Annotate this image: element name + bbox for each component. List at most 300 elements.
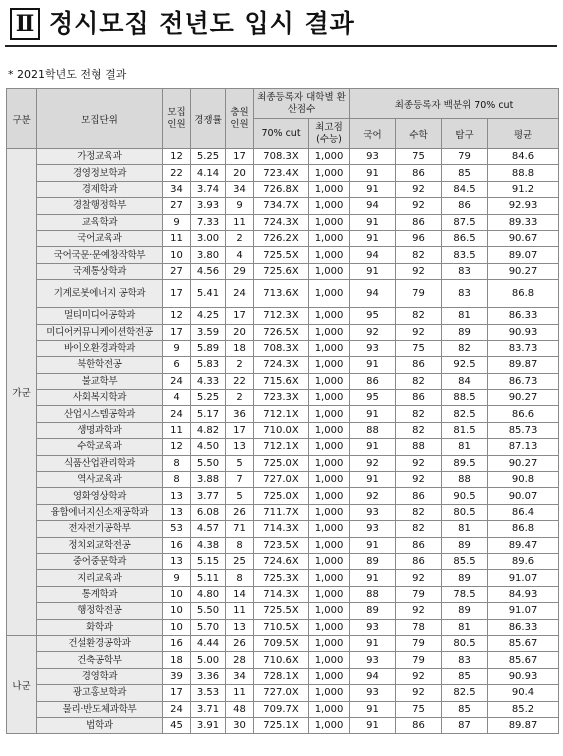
additional-admits-cell: 25 bbox=[226, 553, 254, 569]
table-row bbox=[7, 373, 559, 389]
score-70-cut-cell: 725.5X bbox=[254, 247, 309, 263]
quota-cell: 39 bbox=[163, 668, 191, 684]
competition-rate-cell: 5.50 bbox=[191, 455, 226, 471]
average-cell: 90.4 bbox=[488, 685, 559, 701]
header-math: 수학 bbox=[396, 119, 442, 149]
score-70-cut-cell: 723.5X bbox=[254, 537, 309, 553]
competition-rate-cell: 7.33 bbox=[191, 214, 226, 230]
average-cell: 89.07 bbox=[488, 247, 559, 263]
additional-admits-cell: 11 bbox=[226, 603, 254, 619]
inquiry-cell: 85 bbox=[442, 701, 488, 717]
math-cell: 86 bbox=[396, 165, 442, 181]
math-cell: 92 bbox=[396, 455, 442, 471]
score-70-cut-cell: 727.0X bbox=[254, 472, 309, 488]
quota-cell: 8 bbox=[163, 455, 191, 471]
math-cell: 86 bbox=[396, 357, 442, 373]
math-cell: 88 bbox=[396, 439, 442, 455]
competition-rate-cell: 4.50 bbox=[191, 439, 226, 455]
score-70-cut-cell: 714.3X bbox=[254, 521, 309, 537]
table-row bbox=[7, 165, 559, 181]
quota-cell: 4 bbox=[163, 390, 191, 406]
korean-cell: 93 bbox=[350, 619, 396, 635]
table-row bbox=[7, 668, 559, 684]
competition-rate-cell: 4.57 bbox=[191, 521, 226, 537]
max-score-cell: 1,000 bbox=[309, 263, 350, 279]
max-score-cell: 1,000 bbox=[309, 701, 350, 717]
korean-cell: 91 bbox=[350, 357, 396, 373]
competition-rate-cell: 4.14 bbox=[191, 165, 226, 181]
max-score-cell: 1,000 bbox=[309, 472, 350, 488]
table-row bbox=[7, 521, 559, 537]
average-cell: 87.13 bbox=[488, 439, 559, 455]
max-score-cell: 1,000 bbox=[309, 280, 350, 308]
score-70-cut-cell: 726.8X bbox=[254, 181, 309, 197]
math-cell: 92 bbox=[396, 198, 442, 214]
korean-cell: 91 bbox=[350, 701, 396, 717]
competition-rate-cell: 5.00 bbox=[191, 652, 226, 668]
inquiry-cell: 82.5 bbox=[442, 406, 488, 422]
major-cell: 광고홍보학과 bbox=[37, 685, 163, 701]
header-converted-score: 최종등록자 대학별 환산점수 bbox=[254, 89, 350, 119]
inquiry-cell: 89 bbox=[442, 537, 488, 553]
quota-cell: 12 bbox=[163, 308, 191, 324]
inquiry-cell: 83 bbox=[442, 263, 488, 279]
inquiry-cell: 89 bbox=[442, 324, 488, 340]
max-score-cell: 1,000 bbox=[309, 570, 350, 586]
header-percentile: 최종등록자 백분위 70% cut bbox=[350, 89, 559, 119]
max-score-cell: 1,000 bbox=[309, 553, 350, 569]
average-cell: 90.27 bbox=[488, 390, 559, 406]
major-cell: 중어중문학과 bbox=[37, 553, 163, 569]
additional-admits-cell: 26 bbox=[226, 504, 254, 520]
table-body bbox=[7, 149, 559, 734]
competition-rate-cell: 5.50 bbox=[191, 603, 226, 619]
table-row bbox=[7, 488, 559, 504]
inquiry-cell: 87 bbox=[442, 717, 488, 733]
quota-cell: 34 bbox=[163, 181, 191, 197]
major-cell: 지리교육과 bbox=[37, 570, 163, 586]
math-cell: 92 bbox=[396, 570, 442, 586]
quota-cell: 13 bbox=[163, 553, 191, 569]
quota-cell: 10 bbox=[163, 603, 191, 619]
table-caption: * 2021학년도 전형 결과 bbox=[8, 68, 127, 81]
major-cell: 멀티미디어공학과 bbox=[37, 308, 163, 324]
math-cell: 78 bbox=[396, 619, 442, 635]
math-cell: 92 bbox=[396, 324, 442, 340]
inquiry-cell: 80.5 bbox=[442, 504, 488, 520]
table-row bbox=[7, 717, 559, 733]
inquiry-cell: 87.5 bbox=[442, 214, 488, 230]
inquiry-cell: 89 bbox=[442, 603, 488, 619]
additional-admits-cell: 13 bbox=[226, 439, 254, 455]
quota-cell: 53 bbox=[163, 521, 191, 537]
korean-cell: 89 bbox=[350, 603, 396, 619]
korean-cell: 88 bbox=[350, 422, 396, 438]
korean-cell: 91 bbox=[350, 214, 396, 230]
math-cell: 86 bbox=[396, 390, 442, 406]
math-cell: 79 bbox=[396, 280, 442, 308]
math-cell: 82 bbox=[396, 373, 442, 389]
header-average: 평균 bbox=[488, 119, 559, 149]
major-cell: 경제학과 bbox=[37, 181, 163, 197]
competition-rate-cell: 4.56 bbox=[191, 263, 226, 279]
max-score-cell: 1,000 bbox=[309, 422, 350, 438]
average-cell: 90.8 bbox=[488, 472, 559, 488]
quota-cell: 16 bbox=[163, 537, 191, 553]
additional-admits-cell: 26 bbox=[226, 635, 254, 651]
group-label-cell: 나군 bbox=[7, 635, 37, 733]
competition-rate-cell: 5.15 bbox=[191, 553, 226, 569]
additional-admits-cell: 28 bbox=[226, 652, 254, 668]
max-score-cell: 1,000 bbox=[309, 308, 350, 324]
korean-cell: 91 bbox=[350, 230, 396, 246]
quota-cell: 12 bbox=[163, 149, 191, 165]
table-row bbox=[7, 422, 559, 438]
math-cell: 92 bbox=[396, 181, 442, 197]
quota-cell: 18 bbox=[163, 652, 191, 668]
score-70-cut-cell: 710.0X bbox=[254, 422, 309, 438]
competition-rate-cell: 3.71 bbox=[191, 701, 226, 717]
competition-rate-cell: 3.93 bbox=[191, 198, 226, 214]
max-score-cell: 1,000 bbox=[309, 390, 350, 406]
inquiry-cell: 80.5 bbox=[442, 635, 488, 651]
quota-cell: 16 bbox=[163, 635, 191, 651]
max-score-cell: 1,000 bbox=[309, 537, 350, 553]
max-score-cell: 1,000 bbox=[309, 685, 350, 701]
korean-cell: 91 bbox=[350, 263, 396, 279]
major-cell: 역사교육과 bbox=[37, 472, 163, 488]
major-cell: 국어국문·문예창작학부 bbox=[37, 247, 163, 263]
score-70-cut-cell: 726.5X bbox=[254, 324, 309, 340]
section-title-bar bbox=[5, 6, 557, 44]
score-70-cut-cell: 724.6X bbox=[254, 553, 309, 569]
score-70-cut-cell: 712.3X bbox=[254, 308, 309, 324]
competition-rate-cell: 4.25 bbox=[191, 308, 226, 324]
math-cell: 82 bbox=[396, 247, 442, 263]
max-score-cell: 1,000 bbox=[309, 652, 350, 668]
korean-cell: 91 bbox=[350, 717, 396, 733]
average-cell: 90.07 bbox=[488, 488, 559, 504]
competition-rate-cell: 3.88 bbox=[191, 472, 226, 488]
max-score-cell: 1,000 bbox=[309, 165, 350, 181]
math-cell: 92 bbox=[396, 668, 442, 684]
header-competition-rate: 경쟁률 bbox=[191, 89, 226, 149]
quota-cell: 45 bbox=[163, 717, 191, 733]
major-cell: 미디어커뮤니케이션학전공 bbox=[37, 324, 163, 340]
competition-rate-cell: 4.80 bbox=[191, 586, 226, 602]
math-cell: 92 bbox=[396, 263, 442, 279]
score-70-cut-cell: 726.2X bbox=[254, 230, 309, 246]
major-cell: 가정교육과 bbox=[37, 149, 163, 165]
score-70-cut-cell: 709.5X bbox=[254, 635, 309, 651]
major-cell: 식품산업관리학과 bbox=[37, 455, 163, 471]
quota-cell: 10 bbox=[163, 247, 191, 263]
additional-admits-cell: 20 bbox=[226, 165, 254, 181]
inquiry-cell: 84.5 bbox=[442, 181, 488, 197]
max-score-cell: 1,000 bbox=[309, 230, 350, 246]
score-70-cut-cell: 723.3X bbox=[254, 390, 309, 406]
inquiry-cell: 79 bbox=[442, 149, 488, 165]
major-cell: 수학교육과 bbox=[37, 439, 163, 455]
max-score-cell: 1,000 bbox=[309, 603, 350, 619]
header-additional-admits: 충원 인원 bbox=[226, 89, 254, 149]
major-cell: 융합에너지신소재공학과 bbox=[37, 504, 163, 520]
competition-rate-cell: 3.00 bbox=[191, 230, 226, 246]
competition-rate-cell: 5.25 bbox=[191, 149, 226, 165]
competition-rate-cell: 3.53 bbox=[191, 685, 226, 701]
major-cell: 국제통상학과 bbox=[37, 263, 163, 279]
average-cell: 86.8 bbox=[488, 521, 559, 537]
additional-admits-cell: 4 bbox=[226, 247, 254, 263]
table-row bbox=[7, 181, 559, 197]
korean-cell: 92 bbox=[350, 455, 396, 471]
inquiry-cell: 86 bbox=[442, 198, 488, 214]
header-group: 구분 bbox=[7, 89, 37, 149]
major-cell: 전자전기공학부 bbox=[37, 521, 163, 537]
additional-admits-cell: 24 bbox=[226, 280, 254, 308]
table-row bbox=[7, 635, 559, 651]
table-row bbox=[7, 340, 559, 356]
quota-cell: 9 bbox=[163, 340, 191, 356]
competition-rate-cell: 5.11 bbox=[191, 570, 226, 586]
inquiry-cell: 88.5 bbox=[442, 390, 488, 406]
score-70-cut-cell: 723.4X bbox=[254, 165, 309, 181]
quota-cell: 6 bbox=[163, 357, 191, 373]
quota-cell: 24 bbox=[163, 373, 191, 389]
competition-rate-cell: 5.25 bbox=[191, 390, 226, 406]
competition-rate-cell: 3.77 bbox=[191, 488, 226, 504]
inquiry-cell: 81 bbox=[442, 439, 488, 455]
score-70-cut-cell: 710.5X bbox=[254, 619, 309, 635]
header-70-cut: 70% cut bbox=[254, 119, 309, 149]
additional-admits-cell: 20 bbox=[226, 324, 254, 340]
average-cell: 92.93 bbox=[488, 198, 559, 214]
header-max-score: 최고점 (수능) bbox=[309, 119, 350, 149]
inquiry-cell: 85.5 bbox=[442, 553, 488, 569]
average-cell: 86.73 bbox=[488, 373, 559, 389]
korean-cell: 94 bbox=[350, 247, 396, 263]
score-70-cut-cell: 710.6X bbox=[254, 652, 309, 668]
inquiry-cell: 85 bbox=[442, 668, 488, 684]
competition-rate-cell: 3.91 bbox=[191, 717, 226, 733]
additional-admits-cell: 71 bbox=[226, 521, 254, 537]
section-number-box: Ⅱ bbox=[10, 8, 40, 40]
table-row bbox=[7, 280, 559, 308]
table-row bbox=[7, 406, 559, 422]
additional-admits-cell: 17 bbox=[226, 308, 254, 324]
additional-admits-cell: 5 bbox=[226, 488, 254, 504]
table-row bbox=[7, 570, 559, 586]
math-cell: 79 bbox=[396, 635, 442, 651]
korean-cell: 92 bbox=[350, 488, 396, 504]
competition-rate-cell: 5.70 bbox=[191, 619, 226, 635]
additional-admits-cell: 8 bbox=[226, 570, 254, 586]
table-row bbox=[7, 701, 559, 717]
max-score-cell: 1,000 bbox=[309, 406, 350, 422]
math-cell: 86 bbox=[396, 553, 442, 569]
competition-rate-cell: 5.83 bbox=[191, 357, 226, 373]
quota-cell: 11 bbox=[163, 230, 191, 246]
inquiry-cell: 85 bbox=[442, 165, 488, 181]
average-cell: 84.6 bbox=[488, 149, 559, 165]
korean-cell: 91 bbox=[350, 635, 396, 651]
korean-cell: 89 bbox=[350, 553, 396, 569]
max-score-cell: 1,000 bbox=[309, 488, 350, 504]
competition-rate-cell: 3.59 bbox=[191, 324, 226, 340]
inquiry-cell: 89 bbox=[442, 570, 488, 586]
korean-cell: 94 bbox=[350, 198, 396, 214]
table-row bbox=[7, 214, 559, 230]
quota-cell: 8 bbox=[163, 472, 191, 488]
math-cell: 75 bbox=[396, 701, 442, 717]
table-row bbox=[7, 439, 559, 455]
average-cell: 90.93 bbox=[488, 668, 559, 684]
max-score-cell: 1,000 bbox=[309, 455, 350, 471]
additional-admits-cell: 11 bbox=[226, 685, 254, 701]
additional-admits-cell: 36 bbox=[226, 406, 254, 422]
competition-rate-cell: 3.36 bbox=[191, 668, 226, 684]
major-cell: 행정학전공 bbox=[37, 603, 163, 619]
additional-admits-cell: 5 bbox=[226, 455, 254, 471]
major-cell: 교육학과 bbox=[37, 214, 163, 230]
average-cell: 89.87 bbox=[488, 717, 559, 733]
math-cell: 79 bbox=[396, 652, 442, 668]
score-70-cut-cell: 708.3X bbox=[254, 340, 309, 356]
table-header bbox=[7, 89, 559, 149]
quota-cell: 24 bbox=[163, 406, 191, 422]
math-cell: 79 bbox=[396, 586, 442, 602]
math-cell: 96 bbox=[396, 230, 442, 246]
table-row bbox=[7, 685, 559, 701]
competition-rate-cell: 4.44 bbox=[191, 635, 226, 651]
korean-cell: 88 bbox=[350, 586, 396, 602]
major-cell: 건설환경공학과 bbox=[37, 635, 163, 651]
score-70-cut-cell: 713.6X bbox=[254, 280, 309, 308]
max-score-cell: 1,000 bbox=[309, 635, 350, 651]
header-inquiry: 탐구 bbox=[442, 119, 488, 149]
quota-cell: 11 bbox=[163, 422, 191, 438]
inquiry-cell: 89.5 bbox=[442, 455, 488, 471]
additional-admits-cell: 14 bbox=[226, 586, 254, 602]
average-cell: 85.67 bbox=[488, 635, 559, 651]
competition-rate-cell: 4.82 bbox=[191, 422, 226, 438]
average-cell: 83.73 bbox=[488, 340, 559, 356]
additional-admits-cell: 13 bbox=[226, 619, 254, 635]
major-cell: 경영학과 bbox=[37, 668, 163, 684]
table-row bbox=[7, 472, 559, 488]
max-score-cell: 1,000 bbox=[309, 717, 350, 733]
math-cell: 86 bbox=[396, 214, 442, 230]
math-cell: 82 bbox=[396, 521, 442, 537]
korean-cell: 94 bbox=[350, 668, 396, 684]
score-70-cut-cell: 724.3X bbox=[254, 357, 309, 373]
major-cell: 경찰행정학부 bbox=[37, 198, 163, 214]
score-70-cut-cell: 725.0X bbox=[254, 488, 309, 504]
math-cell: 92 bbox=[396, 603, 442, 619]
max-score-cell: 1,000 bbox=[309, 214, 350, 230]
additional-admits-cell: 22 bbox=[226, 373, 254, 389]
competition-rate-cell: 4.38 bbox=[191, 537, 226, 553]
average-cell: 89.33 bbox=[488, 214, 559, 230]
quota-cell: 9 bbox=[163, 214, 191, 230]
korean-cell: 86 bbox=[350, 373, 396, 389]
major-cell: 영화영상학과 bbox=[37, 488, 163, 504]
math-cell: 82 bbox=[396, 308, 442, 324]
average-cell: 90.27 bbox=[488, 455, 559, 471]
table-row bbox=[7, 230, 559, 246]
table-row bbox=[7, 537, 559, 553]
max-score-cell: 1,000 bbox=[309, 181, 350, 197]
major-cell: 국어교육과 bbox=[37, 230, 163, 246]
major-cell: 화학과 bbox=[37, 619, 163, 635]
max-score-cell: 1,000 bbox=[309, 586, 350, 602]
score-70-cut-cell: 712.1X bbox=[254, 439, 309, 455]
inquiry-cell: 78.5 bbox=[442, 586, 488, 602]
score-70-cut-cell: 715.6X bbox=[254, 373, 309, 389]
korean-cell: 91 bbox=[350, 439, 396, 455]
math-cell: 92 bbox=[396, 685, 442, 701]
math-cell: 82 bbox=[396, 422, 442, 438]
korean-cell: 93 bbox=[350, 504, 396, 520]
table-row bbox=[7, 247, 559, 263]
group-label-cell: 가군 bbox=[7, 149, 37, 636]
major-cell: 정치외교학전공 bbox=[37, 537, 163, 553]
quota-cell: 22 bbox=[163, 165, 191, 181]
average-cell: 91.07 bbox=[488, 570, 559, 586]
additional-admits-cell: 9 bbox=[226, 198, 254, 214]
inquiry-cell: 83.5 bbox=[442, 247, 488, 263]
admission-results-table bbox=[6, 88, 559, 734]
major-cell: 바이오환경과학과 bbox=[37, 340, 163, 356]
inquiry-cell: 88 bbox=[442, 472, 488, 488]
korean-cell: 91 bbox=[350, 181, 396, 197]
math-cell: 92 bbox=[396, 472, 442, 488]
quota-cell: 10 bbox=[163, 586, 191, 602]
additional-admits-cell: 2 bbox=[226, 390, 254, 406]
table-row bbox=[7, 149, 559, 165]
score-70-cut-cell: 724.3X bbox=[254, 214, 309, 230]
score-70-cut-cell: 725.1X bbox=[254, 717, 309, 733]
major-cell: 산업시스템공학과 bbox=[37, 406, 163, 422]
additional-admits-cell: 48 bbox=[226, 701, 254, 717]
additional-admits-cell: 34 bbox=[226, 181, 254, 197]
inquiry-cell: 82 bbox=[442, 340, 488, 356]
math-cell: 86 bbox=[396, 488, 442, 504]
math-cell: 86 bbox=[396, 537, 442, 553]
inquiry-cell: 90.5 bbox=[442, 488, 488, 504]
korean-cell: 92 bbox=[350, 324, 396, 340]
table-row bbox=[7, 357, 559, 373]
max-score-cell: 1,000 bbox=[309, 439, 350, 455]
quota-cell: 10 bbox=[163, 619, 191, 635]
quota-cell: 24 bbox=[163, 701, 191, 717]
header-korean: 국어 bbox=[350, 119, 396, 149]
math-cell: 75 bbox=[396, 340, 442, 356]
average-cell: 85.2 bbox=[488, 701, 559, 717]
korean-cell: 91 bbox=[350, 165, 396, 181]
table-row bbox=[7, 324, 559, 340]
quota-cell: 17 bbox=[163, 324, 191, 340]
inquiry-cell: 83 bbox=[442, 280, 488, 308]
korean-cell: 94 bbox=[350, 280, 396, 308]
inquiry-cell: 86.5 bbox=[442, 230, 488, 246]
max-score-cell: 1,000 bbox=[309, 373, 350, 389]
inquiry-cell: 84 bbox=[442, 373, 488, 389]
major-cell: 북한학전공 bbox=[37, 357, 163, 373]
additional-admits-cell: 11 bbox=[226, 214, 254, 230]
competition-rate-cell: 4.33 bbox=[191, 373, 226, 389]
math-cell: 75 bbox=[396, 149, 442, 165]
